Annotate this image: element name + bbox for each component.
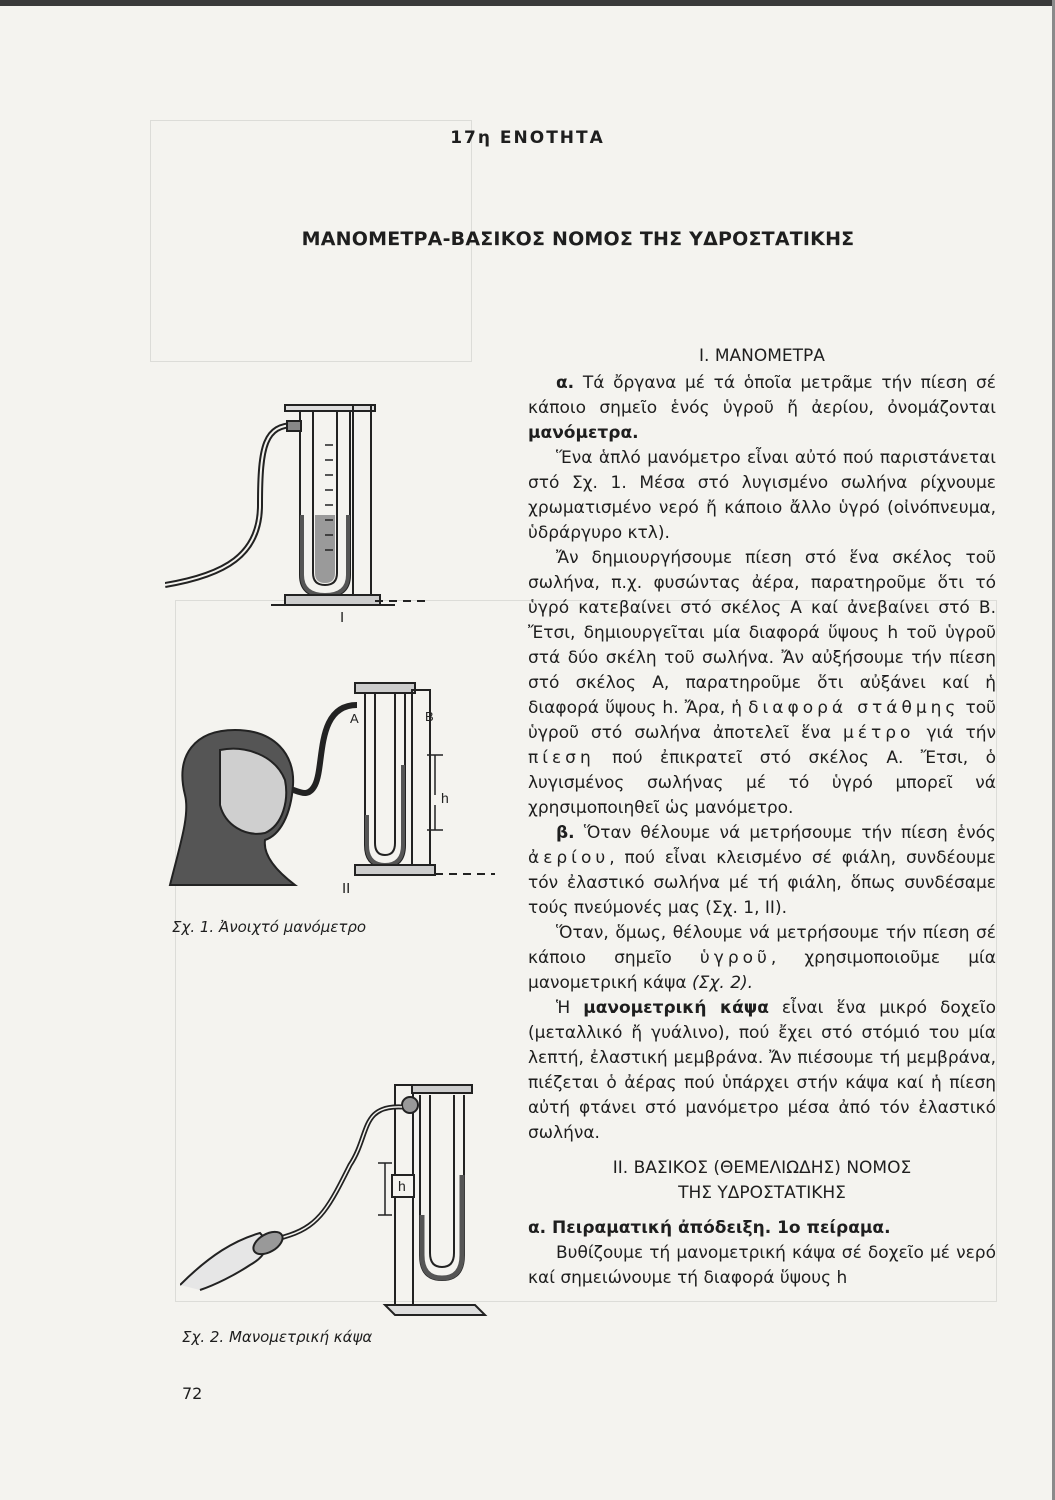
paragraph-3-part-a: Ἄν δημιουργήσουμε πίεση στό ἕνα σκέλος τοῦ σωλήνα, π.χ. φυσώντας ἀέρα, παρατηροῦμε ὅτι τό ὑγρό κατεβαίνει στό σκέλος Α καί ἀνεβαίνει στό Β. Ἔτσι, δημιουργεῖται μία διαφορά ὕψους h τοῦ ὑγροῦ στά δύο σκέλη τοῦ σωλήνα. Ἄν αὐξήσουμε τήν πίεση στό σκέλος Α, παρατηροῦμε ὅτι αὐξάνει καί ἡ διαφορά ὕψους h. Ἄρα, ἡ <box>528 548 996 718</box>
unit-heading: 17η ΕΝΟΤΗΤΑ <box>450 128 605 148</box>
paragraph-3-part-d: πού ἐπικρατεῖ στό σκέλος Α. Ἔτσι, ὁ λυγισμένος σωλήνας μέ τό ὑγρό μπορεῖ νά χρησιμοποιηθεῖ ὡς μανόμετρο. <box>528 748 996 818</box>
section-2-subheading-text: α. Πειραματική ἀπόδειξη. 1ο πείραμα. <box>528 1218 891 1238</box>
paragraph-5-italic: (Σχ. 2). <box>691 973 754 993</box>
text-column <box>528 340 996 1291</box>
figure-1-caption: Σχ. 1. Ἀνοιχτό μανόμετρο <box>172 918 367 936</box>
paragraph-1-label: α. <box>556 373 575 393</box>
paragraph-7: Βυθίζουμε τή μανομετρική κάψα σέ δοχεῖο μέ νερό καί σημειώνουμε τή διαφορά ὕψους h <box>528 1243 996 1288</box>
paragraph-4-spaced: ἀερίου <box>528 848 610 868</box>
fig2-label-h: h <box>398 1178 406 1194</box>
paragraph-3-part-c: γιά τήν <box>914 723 996 743</box>
paragraph-5-spaced: ὑγροῦ <box>699 948 771 968</box>
paragraph-6-part-a: Ἡ <box>556 998 584 1018</box>
paragraph-4-label: β. <box>556 823 575 843</box>
paragraph-3-spaced-1: διαφορά στάθμης <box>748 698 960 718</box>
figure-1-open-manometer <box>165 385 510 900</box>
paragraph-1 <box>528 371 996 446</box>
paragraph-6-part-b: εἶναι ἕνα μικρό δοχεῖο (μεταλλικό ἤ γυάλινο), πού ἔχει στό στόμιό του μία λεπτή, ἐλαστική μεμβράνα. Ἄν πιέσουμε τή μεμβράνα, πιέζεται ὁ ἀέρας πού ὑπάρχει στήν κάψα καί ἡ πίεση αὐτή φτάνει στό μανόμετρο μέσα ἀπό τόν ἐλαστικό σωλήνα. <box>528 998 996 1143</box>
figure-2-pressure-capsule <box>180 1075 500 1320</box>
fig1-label-II: II <box>342 880 351 897</box>
paragraph-4-part-b: , πού εἶναι κλεισμένο σέ φιάλη, συνδέουμε τόν ἐλαστικό σωλήνα μέ τή φιάλη, ὅπως συνδέσαμε τούς πνεύμονές μας (Σχ. 1, II). <box>528 848 996 918</box>
paragraph-2: Ἕνα ἁπλό μανόμετρο εἶναι αὐτό πού παριστάνεται στό Σχ. 1. Μέσα στό λυγισμένο σωλήνα ρίχνουμε χρωματισμένο νερό ἤ κάποιο ἄλλο ὑγρό (οἰνόπνευμα, ὑδράργυρο κτλ). <box>528 448 996 543</box>
paragraph-4-part-a: Ὅταν θέλουμε νά μετρήσουμε τήν πίεση ἑνός <box>574 823 996 843</box>
figure-2-caption: Σχ. 2. Μανομετρική κάψα <box>182 1328 373 1346</box>
paragraph-3-spaced-3: πίεση <box>528 748 595 768</box>
section-2-subheading <box>528 1216 996 1241</box>
paragraph-1-bold: μανόμετρα. <box>528 423 639 443</box>
paragraph-6 <box>528 996 996 1146</box>
paragraph-3-spaced-2: μέτρο <box>843 723 915 743</box>
paragraph-5 <box>528 921 996 996</box>
fig1-label-A: A <box>350 711 359 726</box>
page-title: ΜΑΝΟΜΕΤΡΑ-ΒΑΣΙΚΟΣ ΝΟΜΟΣ ΤΗΣ ΥΔΡΟΣΤΑΤΙΚΗΣ <box>301 228 855 250</box>
section-2-heading-line-1: ΙΙ. ΒΑΣΙΚΟΣ (ΘΕΜΕΛΙΩΔΗΣ) ΝΟΜΟΣ <box>612 1158 912 1178</box>
page-number: 72 <box>182 1384 203 1403</box>
paragraph-3-part-b: τοῦ ὑγροῦ στό σωλήνα ἀποτελεῖ ἕνα <box>528 698 996 743</box>
page-top-edge <box>0 0 1055 6</box>
fig1-label-I: I <box>340 609 345 626</box>
fig1-label-h: h <box>441 790 449 806</box>
paragraph-5-part-b: , χρησιμοποιοῦμε μία μανομετρική κάψα <box>528 948 996 993</box>
paragraph-5-part-a: Ὅταν, ὅμως, θέλουμε νά μετρήσουμε τήν πίεση σέ κάποιο σημεῖο <box>528 923 996 968</box>
paragraph-4 <box>528 821 996 921</box>
paragraph-6-bold: μανομετρική κάψα <box>583 998 769 1018</box>
section-1-heading: Ι. ΜΑΝΟΜΕΤΡΑ <box>699 346 825 366</box>
section-2-heading-line-2: ΤΗΣ ΥΔΡΟΣΤΑΤΙΚΗΣ <box>678 1183 846 1203</box>
fig1-label-B: B <box>425 709 434 724</box>
paragraph-3 <box>528 546 996 821</box>
paragraph-1-text: Τά ὄργανα μέ τά ὁποῖα μετρᾶμε τήν πίεση σέ κάποιο σημεῖο ἑνός ὑγροῦ ἤ ἀερίου, ὀνομάζονται <box>528 373 996 418</box>
